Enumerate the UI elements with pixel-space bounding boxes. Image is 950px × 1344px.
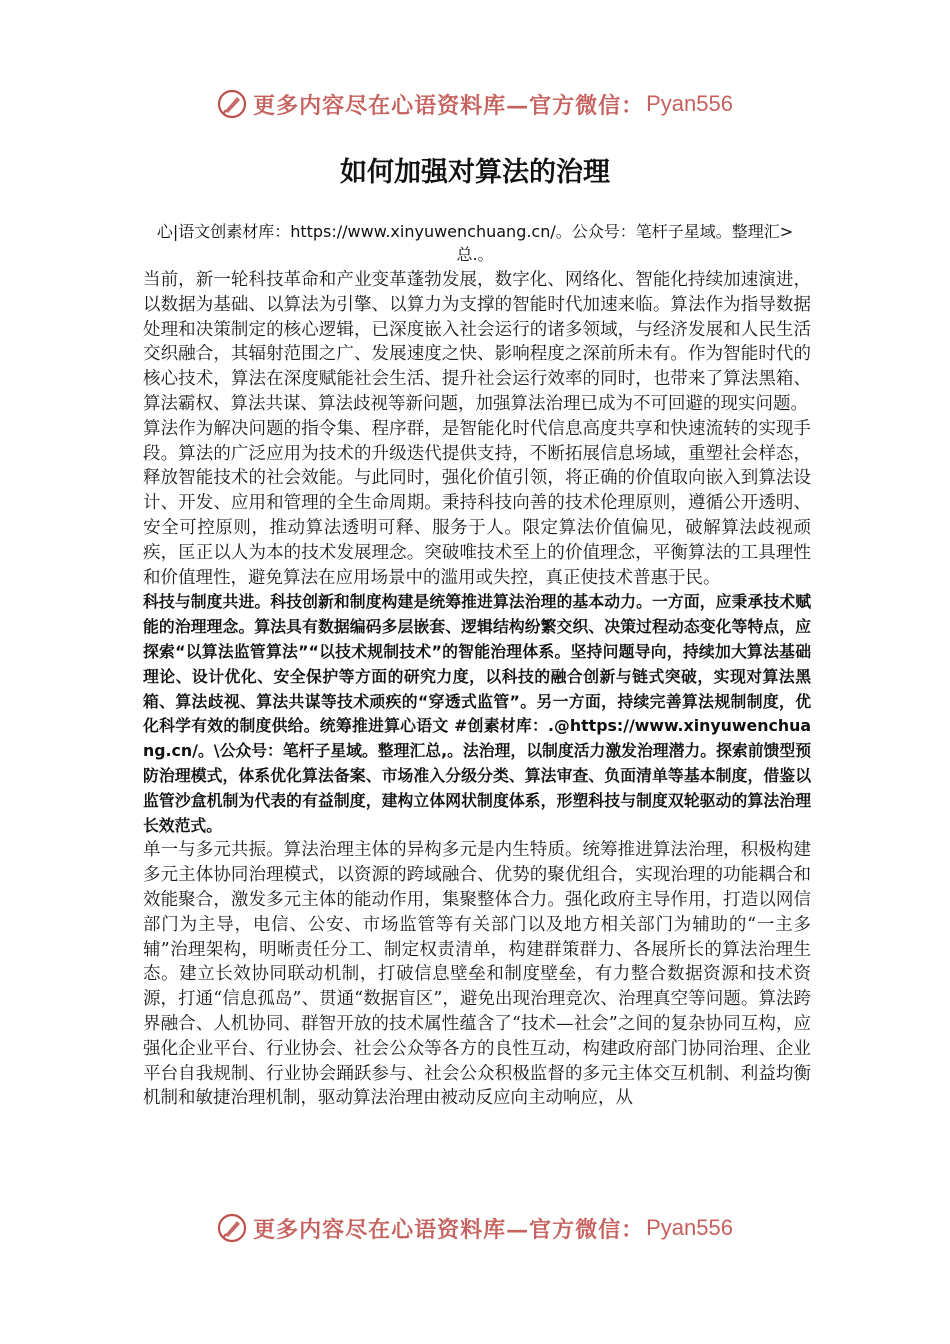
watermark-wechat-id: Pyan556: [646, 1215, 733, 1240]
watermark-text: 更多内容尽在心语资料库—官方微信：: [253, 92, 645, 119]
quill-logo-icon: [217, 1213, 247, 1243]
document-body: [143, 268, 811, 1111]
source-line: 心|语文创素材库：https://www.xinyuwenchuang.cn/。公众号：笔杆子星域。整理汇>总.。: [156, 222, 794, 264]
paragraph-3: 科技与制度共进。科技创新和制度构建是统筹推进算法治理的基本动力。一方面，应秉承技术赋能的治理理念。算法具有数据编码多层嵌套、逻辑结构纷繁交织、决策过程动态变化等特点，应探索“以算法监管算法”“以技术规制技术”的智能治理体系。坚持问题导向，持续加大算法基础理论、设计优化、安全保护等方面的研究力度，以科技的融合创新与链式突破，实现对算法黑箱、算法歧视、算法共谋等技术顽疾的“穿透式监管”。另一方面，持续完善算法规制制度，优化科学有效的制度供给。统筹推进算心语文 #创素材库：.@https://www.xinyuwenchuang.cn/。\公众号：笔杆子星域。整理汇总,。法治理，以制度活力激发治理潜力。探索前馈型预防治理模式，体系优化算法备案、市场准入分级分类、算法审查、负面清单等基本制度，借鉴以监管沙盒机制为代表的有益制度，建构立体网状制度体系，形塑科技与制度双轮驱动的算法治理长效范式。: [143, 592, 811, 835]
watermark-banner-top: [0, 84, 950, 124]
document-title: 如何加强对算法的治理: [340, 157, 610, 188]
quill-logo-icon: [217, 89, 247, 119]
paragraph-4: 单一与多元共振。算法治理主体的异构多元是内生特质。统筹推进算法治理，积极构建多元主体协同治理模式，以资源的跨域融合、优势的聚优组合，实现治理的功能耦合和效能聚合，激发多元主体的能动作用，集聚整体合力。强化政府主导作用，打造以网信部门为主导，电信、公安、市场监管等有关部门以及地方相关部门为辅助的“一主多辅”治理架构，明晰责任分工、制定权责清单，构建群策群力、各展所长的算法治理生态。建立长效协同联动机制，打破信息壁垒和制度壁垒，有力整合数据资源和技术资源，打通“信息孤岛”、贯通“数据盲区”，避免出现治理竞次、治理真空等问题。算法跨界融合、人机协同、群智开放的技术属性蕴含了“技术—社会”之间的复杂协同互构，应强化企业平台、行业协会、社会公众等各方的良性互动，构建政府部门协同治理、企业平台自我规制、行业协会踊跃参与、社会公众积极监督的多元主体交互机制、利益均衡机制和敏捷治理机制，驱动算法治理由被动反应向主动响应，从: [143, 840, 811, 1109]
paragraph-1: 当前，新一轮科技革命和产业变革蓬勃发展，数字化、网络化、智能化持续加速演进，以数据为基础、以算法为引擎、以算力为支撑的智能时代加速来临。算法作为指导数据处理和决策制定的核心逻辑，已深度嵌入社会运行的诸多领域，与经济发展和人民生活交织融合，其辐射范围之广、发展速度之快、影响程度之深前所未有。作为智能时代的核心技术，算法在深度赋能社会生活、提升社会运行效率的同时，也带来了算法黑箱、算法霸权、算法共谋、算法歧视等新问题，加强算法治理已成为不可回避的现实问题。: [143, 270, 811, 414]
watermark-text: 更多内容尽在心语资料库—官方微信：: [253, 1216, 645, 1243]
paragraph-2: 算法作为解决问题的指令集、程序群，是智能化时代信息高度共享和快速流转的实现手段。算法的广泛应用为技术的升级迭代提供支持，不断拓展信息场域，重塑社会样态，释放智能技术的社会效能。与此同时，强化价值引领，将正确的价值取向嵌入到算法设计、开发、应用和管理的全生命周期。秉持科技向善的技术伦理原则，遵循公开透明、安全可控原则，推动算法透明可释、服务于人。限定算法价值偏见，破解算法歧视顽疾，匡正以人为本的技术发展理念。突破唯技术至上的价值理念，平衡算法的工具理性和价值理性，避免算法在应用场景中的滥用或失控，真正使技术普惠于民。: [143, 418, 811, 588]
watermark-banner-bottom: [0, 1208, 950, 1248]
watermark-wechat-id: Pyan556: [646, 91, 733, 116]
